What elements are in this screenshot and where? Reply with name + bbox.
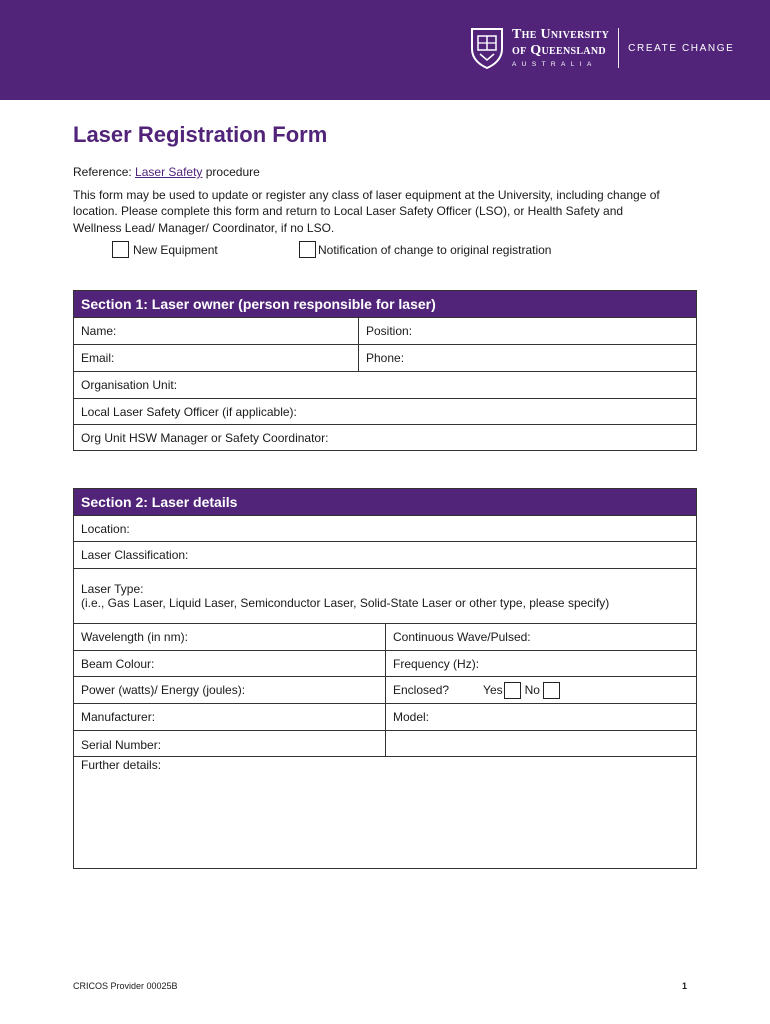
lso-label: Local Laser Safety Officer (if applicable): bbox=[81, 404, 297, 419]
frequency-field[interactable] bbox=[385, 651, 696, 676]
no-label: No bbox=[524, 683, 540, 697]
frequency-label: Frequency (Hz): bbox=[393, 656, 480, 671]
no-checkbox[interactable] bbox=[543, 682, 560, 699]
location-label: Location: bbox=[81, 521, 130, 536]
reference-line bbox=[73, 165, 260, 179]
continuous-wave-label: Continuous Wave/Pulsed: bbox=[393, 630, 531, 644]
serial-number-field[interactable] bbox=[74, 731, 385, 756]
page-title: Laser Registration Form bbox=[73, 122, 328, 147]
org-unit-field[interactable] bbox=[74, 372, 696, 398]
lso-field[interactable] bbox=[74, 399, 696, 424]
section-1-heading: Section 1: Laser owner (person responsible for laser) bbox=[74, 291, 696, 317]
table-row bbox=[74, 730, 696, 756]
email-field[interactable] bbox=[74, 345, 358, 371]
new-equipment-checkbox[interactable] bbox=[112, 241, 129, 258]
brand-line-1: The University bbox=[512, 26, 610, 42]
table-row bbox=[74, 515, 696, 541]
intro-text: This form may be used to update or register any class of laser equipment at the University, including change of location. Please complete this form and return to Local Laser Safety Officer (LSO), or Health Safety and Wellness Lead/ Manager/ Coordinator, if no LSO. bbox=[73, 188, 660, 235]
yes-checkbox[interactable] bbox=[504, 682, 521, 699]
notification-label: Notification of change to original registration bbox=[318, 242, 552, 257]
serial-number-label: Serial Number: bbox=[81, 738, 162, 752]
power-label: Power (watts)/ Energy (joules): bbox=[81, 683, 246, 697]
brand-line-3: AUSTRALIA bbox=[512, 60, 597, 68]
model-label: Model: bbox=[393, 710, 430, 724]
cricos-provider: CRICOS Provider 00025B bbox=[73, 981, 178, 991]
location-field[interactable] bbox=[74, 516, 696, 541]
reference-prefix: Reference: bbox=[73, 165, 136, 179]
phone-label: Phone: bbox=[366, 351, 405, 365]
table-row bbox=[74, 703, 696, 730]
tagline: CREATE CHANGE bbox=[628, 42, 735, 54]
enclosed-label: Enclosed? bbox=[393, 683, 450, 697]
table-row bbox=[74, 344, 696, 371]
hsw-field[interactable] bbox=[74, 425, 696, 450]
table-row bbox=[74, 424, 696, 450]
new-equipment-label: New Equipment bbox=[133, 242, 218, 257]
university-name bbox=[512, 28, 609, 69]
university-logo bbox=[470, 26, 734, 70]
wavelength-field[interactable] bbox=[74, 624, 385, 650]
table-row bbox=[74, 756, 696, 868]
further-details-label: Further details: bbox=[81, 758, 162, 772]
name-label: Name: bbox=[81, 324, 117, 338]
laser-type-field[interactable] bbox=[74, 569, 696, 623]
laser-safety-link[interactable]: Laser Safety bbox=[135, 165, 203, 179]
header-banner bbox=[0, 0, 770, 100]
table-row bbox=[74, 676, 696, 703]
yes-label: Yes bbox=[483, 683, 503, 697]
page-number: 1 bbox=[682, 981, 688, 991]
section-2-heading: Section 2: Laser details bbox=[74, 489, 696, 515]
reference-suffix: procedure bbox=[202, 165, 260, 179]
brand-line-2: of Queensland bbox=[512, 42, 606, 58]
continuous-wave-field[interactable] bbox=[385, 624, 696, 650]
table-row bbox=[74, 623, 696, 650]
table-row bbox=[74, 371, 696, 398]
further-details-field[interactable] bbox=[74, 757, 696, 868]
laser-type-hint: (i.e., Gas Laser, Liquid Laser, Semiconductor Laser, Solid-State Laser or other type, please specify) bbox=[81, 596, 610, 610]
position-label: Position: bbox=[366, 324, 413, 338]
crest-icon bbox=[470, 27, 504, 69]
notification-checkbox[interactable] bbox=[299, 241, 316, 258]
table-row bbox=[74, 541, 696, 568]
classification-label: Laser Classification: bbox=[81, 548, 189, 562]
new-equipment-option bbox=[112, 241, 218, 258]
section-1-table bbox=[73, 290, 697, 451]
logo-divider bbox=[618, 28, 619, 68]
org-unit-label: Organisation Unit: bbox=[81, 378, 178, 392]
model-field[interactable] bbox=[385, 704, 696, 730]
manufacturer-label: Manufacturer: bbox=[81, 710, 156, 724]
laser-type-label: Laser Type: bbox=[81, 582, 144, 596]
table-row bbox=[74, 398, 696, 424]
table-row bbox=[74, 568, 696, 623]
beam-colour-field[interactable] bbox=[74, 651, 385, 676]
position-field[interactable] bbox=[358, 318, 696, 344]
serial-number-blank bbox=[385, 731, 696, 756]
manufacturer-field[interactable] bbox=[74, 704, 385, 730]
wavelength-label: Wavelength (in nm): bbox=[81, 630, 188, 644]
enclosed-field bbox=[385, 677, 696, 703]
beam-colour-label: Beam Colour: bbox=[81, 656, 155, 671]
section-2-table bbox=[73, 488, 697, 869]
classification-field[interactable] bbox=[74, 542, 696, 568]
hsw-label: Org Unit HSW Manager or Safety Coordinator: bbox=[81, 430, 329, 445]
notification-option bbox=[299, 241, 551, 258]
phone-field[interactable] bbox=[358, 345, 696, 371]
table-row bbox=[74, 317, 696, 344]
power-field[interactable] bbox=[74, 677, 385, 703]
table-row bbox=[74, 650, 696, 676]
email-label: Email: bbox=[81, 351, 115, 365]
name-field[interactable] bbox=[74, 318, 358, 344]
